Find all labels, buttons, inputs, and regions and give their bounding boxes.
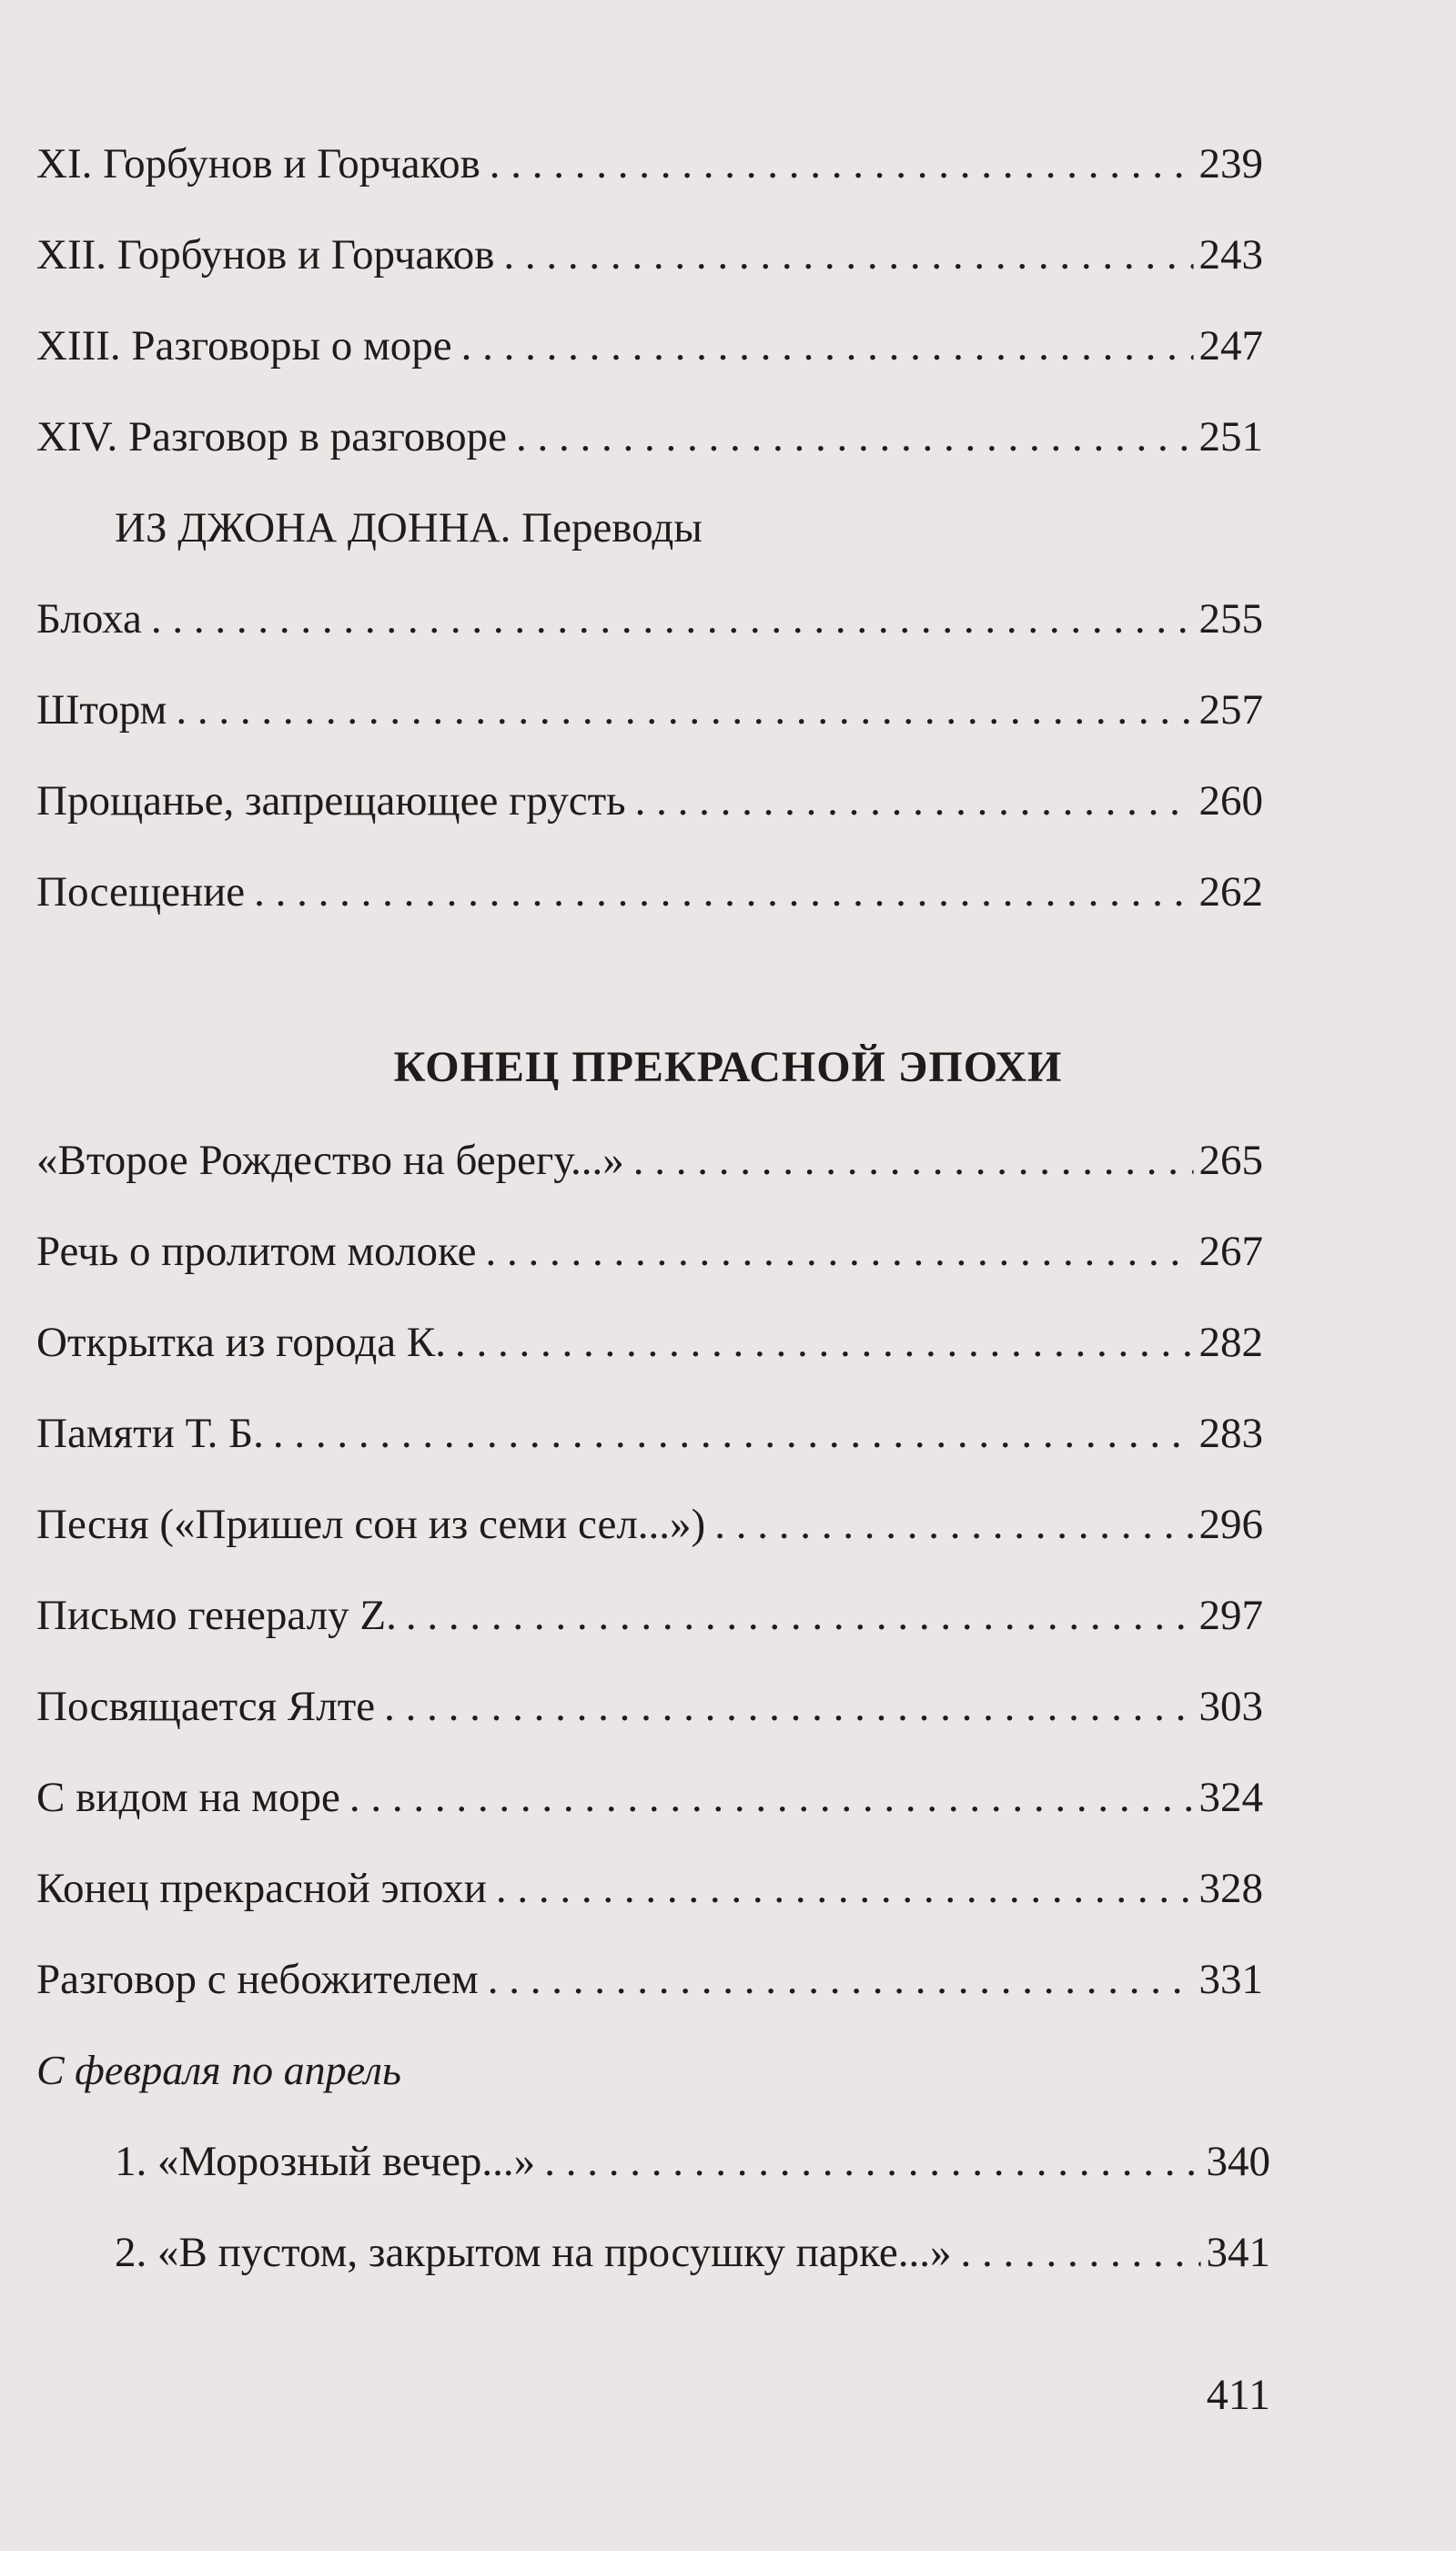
toc-entry [36,1224,1263,1279]
toc-entry-title: XIV. Разговор в разговоре [36,413,507,461]
toc-entry-title: XIII. Разговоры о море [36,322,452,369]
cycle-title: С февраля по апрель [36,2047,401,2093]
dot-leader [960,2225,1200,2280]
toc-entry-page: 257 [1198,686,1263,734]
toc-entry [115,2134,1270,2189]
toc-entry-title: XII. Горбунов и Горчаков [36,231,495,278]
dot-leader [633,1133,1194,1188]
toc-entry-page: 260 [1198,777,1263,825]
dot-leader [176,683,1193,737]
dot-leader [273,1406,1194,1461]
dot-leader [486,1224,1194,1279]
toc-entry-title: 1. «Морозный вечер...» [115,2138,536,2185]
toc-entry-page: 341 [1206,2229,1270,2276]
toc-entry-title: Конец прекрасной эпохи [36,1865,487,1912]
dot-leader [406,1588,1194,1643]
toc-entry [36,1588,1263,1643]
toc-entry [36,865,1263,919]
dot-leader [516,410,1194,464]
toc-entry-page: 239 [1198,140,1263,187]
toc-entry-page: 267 [1198,1228,1263,1275]
toc-entry-page: 265 [1198,1137,1263,1184]
toc-entry [36,137,1263,191]
toc-entry-title: Прощанье, запрещающее грусть [36,777,626,825]
toc-entry-title: Разговор с небожителем [36,1956,479,2003]
toc-entry [36,774,1263,828]
toc-entry-page: 328 [1198,1865,1263,1912]
dot-leader [635,774,1194,828]
toc-entry-title: Песня («Пришел сон из семи сел...») [36,1501,706,1548]
dot-leader [349,1770,1194,1825]
dot-leader [151,592,1194,646]
toc-entry [115,2225,1270,2280]
section-title: КОНЕЦ ПРЕКРАСНОЙ ЭПОХИ [393,1043,1063,1091]
donne-heading: ИЗ ДЖОНА ДОННА. Переводы [115,504,703,552]
toc-entry-page: 282 [1198,1319,1263,1366]
dot-leader [544,2134,1200,2189]
toc-entry-title: Посвящается Ялте [36,1683,376,1730]
dot-leader [254,865,1193,919]
dot-leader [384,1679,1193,1734]
toc-entry-title: XI. Горбунов и Горчаков [36,140,480,187]
toc-entry-page: 303 [1198,1683,1263,1730]
toc-entry-title: Шторм [36,686,167,734]
toc-entry-title: Посещение [36,868,246,916]
toc-entry-page: 296 [1198,1501,1263,1548]
toc-entry [36,1497,1263,1552]
toc-entry-page: 255 [1198,595,1263,643]
dot-leader [714,1497,1193,1552]
dot-leader [503,228,1193,282]
toc-entry [36,1770,1263,1825]
toc-entry [36,1315,1263,1370]
toc-entry [36,1679,1263,1734]
toc-entry-page: 243 [1198,231,1263,278]
dot-leader [496,1861,1194,1916]
toc-entry-title: 2. «В пустом, закрытом на просушку парке...» [115,2229,952,2276]
toc-entry [36,1861,1263,1916]
toc-entry [36,1406,1263,1461]
toc-entry [36,228,1263,282]
toc-entry-page: 251 [1198,413,1263,461]
dot-leader [488,1952,1194,2007]
toc-entry-title: «Второе Рождество на берегу...» [36,1137,624,1184]
toc-entry-page: 283 [1198,1410,1263,1457]
toc-entry-page: 247 [1198,322,1263,369]
toc-entry [36,1952,1263,2007]
toc-entry [36,683,1263,737]
toc-entry-page: 324 [1198,1774,1263,1821]
page-number: 411 [1206,2371,1270,2419]
toc-entry [36,410,1263,464]
toc-entry [36,319,1263,373]
toc-entry-title: С видом на море [36,1774,340,1821]
toc-entry-page: 297 [1198,1592,1263,1639]
toc-entry-title: Открытка из города К. [36,1319,447,1366]
toc-entry-title: Речь о пролитом молоке [36,1228,477,1275]
toc-entry [36,1133,1263,1188]
toc-entry-page: 340 [1206,2138,1270,2185]
dot-leader [455,1315,1193,1370]
toc-entry-title: Памяти Т. Б. [36,1410,264,1457]
dot-leader [490,137,1194,191]
toc-entry-title: Блоха [36,595,142,643]
toc-entry-page: 331 [1198,1956,1263,2003]
dot-leader [461,319,1194,373]
toc-entry-page: 262 [1198,868,1263,916]
toc-entry [36,592,1263,646]
toc-entry-title: Письмо генералу Z. [36,1592,397,1639]
